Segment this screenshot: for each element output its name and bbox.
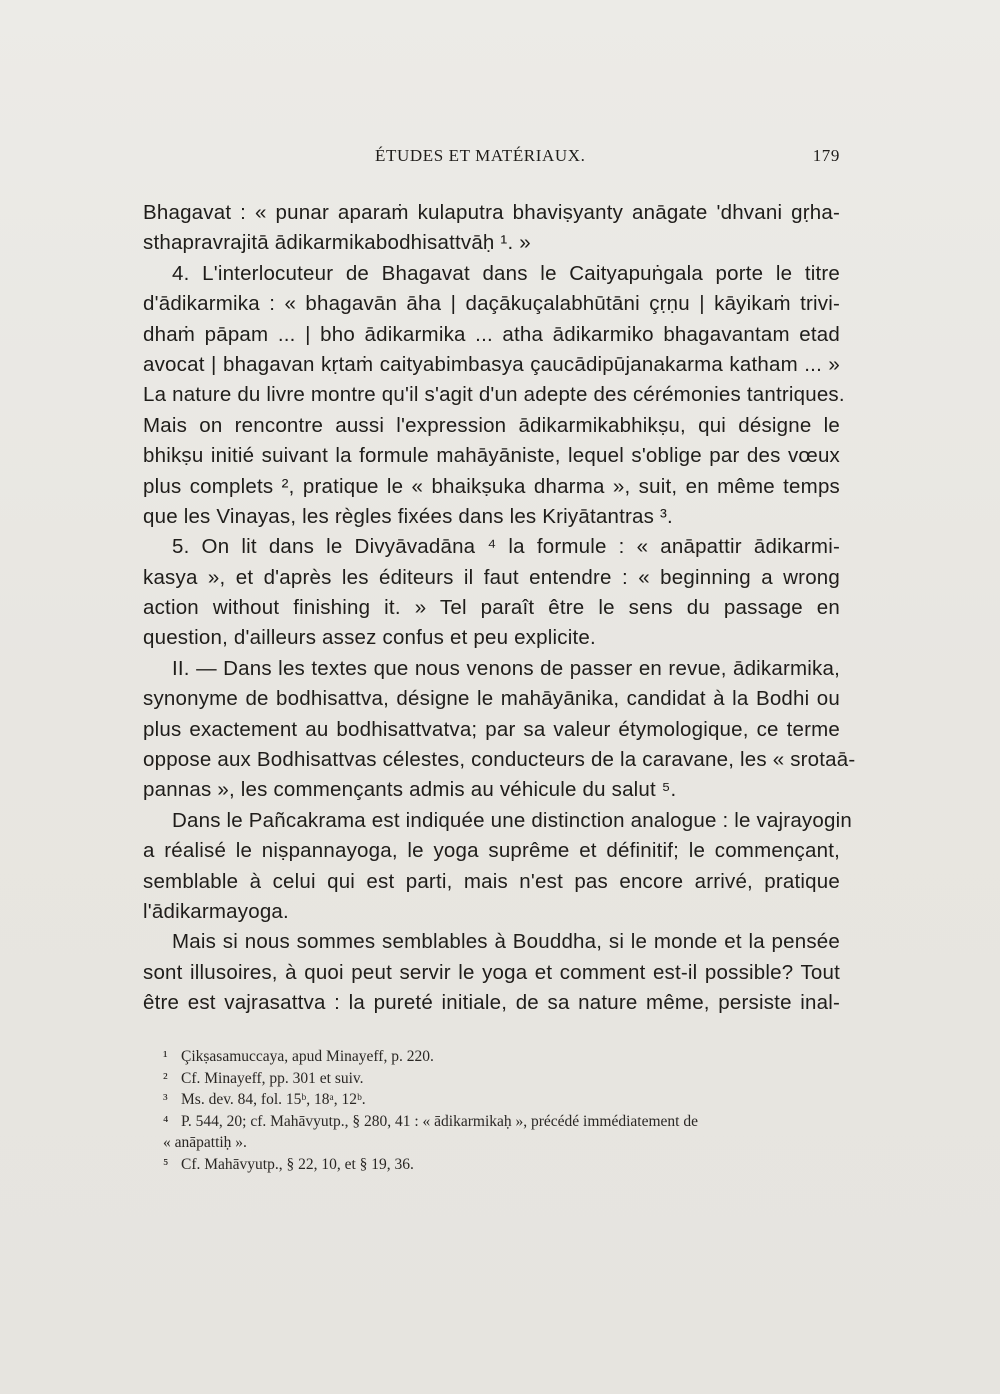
text-line: oppose aux Bodhisattvas célestes, conducteurs de la caravane, les « srotaā- [143, 748, 856, 772]
footnote-text: Ms. dev. 84, fol. 15ᵇ, 18ᵃ, 12ᵇ. [181, 1091, 366, 1108]
text-line: synonyme de bodhisattva, désigne le mahāyānika, candidat à la Bodhi ou [143, 687, 840, 711]
text-line: 4. L'interlocuteur de Bhagavat dans le Caityapuṅgala porte le titre [172, 261, 840, 285]
text-line: que les Vinayas, les règles fixées dans les Kriyātantras ³. [143, 504, 673, 528]
footnote [163, 1068, 843, 1090]
footnotes [163, 1046, 843, 1175]
footnote-marker: ¹ [163, 1048, 168, 1065]
footnote-text: P. 544, 20; cf. Mahāvyutp., § 280, 41 : « ādikarmikaḥ », précédé immédiatement de [181, 1112, 698, 1130]
text-line: l'ādikarmayoga. [143, 899, 289, 923]
page-number: 179 [812, 146, 840, 165]
text-line: dhaṁ pāpam ... | bho ādikarmika ... atha ādikarmiko bhagavantam etad [143, 322, 840, 346]
text-line: semblable à celui qui est parti, mais n'est pas encore arrivé, pratique [143, 869, 840, 893]
footnote-marker: ⁵ [163, 1155, 169, 1173]
text-line: sthapravrajitā ādikarmikabodhisattvāḥ ¹. » [143, 231, 531, 255]
text-line: kasya », et d'après les éditeurs il faut entendre : « beginning a wrong [143, 565, 840, 589]
text-line: avocat | bhagavan kṛtaṁ caityabimbasya çaucādipūjanakarma katham ... » [143, 352, 840, 376]
text-line: 5. On lit dans le Divyāvadāna ⁴ la formule : « anāpattir ādikarmi- [172, 535, 840, 559]
text-line: plus exactement au bodhisattvatva; par sa valeur étymologique, ce terme [143, 717, 840, 741]
text-line: Dans le Pañcakrama est indiquée une distinction analogue : le vajrayogin [172, 808, 852, 832]
footnote-text: Çikṣasamuccaya, apud Minayeff, p. 220. [181, 1048, 434, 1065]
text-line: action without finishing it. » Tel paraît être le sens du passage en [143, 596, 840, 620]
footnote-text: « anāpattiḥ ». [163, 1134, 247, 1151]
text-line: bhikṣu initié suivant la formule mahāyāniste, lequel s'oblige par des vœux [143, 444, 840, 468]
main-text [143, 198, 856, 1019]
text-line: d'ādikarmika : « bhagavān āha | daçākuçalabhūtāni çṛṇu | kāyikaṁ trivi- [143, 292, 840, 316]
footnote [163, 1111, 843, 1133]
text-line: II. — Dans les textes que nous venons de passer en revue, ādikarmika, [172, 656, 840, 680]
text-line: sont illusoires, à quoi peut servir le yoga et comment est-il possible? Tout [143, 960, 840, 984]
page-header [143, 146, 840, 172]
text-line: Mais si nous sommes semblables à Bouddha, si le monde et la pensée [172, 930, 840, 954]
text-line: plus complets ², pratique le « bhaikṣuka dharma », suit, en même temps [143, 474, 840, 498]
footnote-text: Cf. Minayeff, pp. 301 et suiv. [181, 1069, 364, 1087]
footnote [163, 1089, 843, 1111]
text-line: Mais on rencontre aussi l'expression ādikarmikabhikṣu, qui désigne le [143, 413, 840, 437]
footnote-marker: ² [163, 1069, 168, 1087]
footnote [163, 1154, 843, 1176]
running-title: ÉTUDES ET MATÉRIAUX. [375, 146, 586, 165]
text-line: Bhagavat : « punar aparaṁ kulaputra bhaviṣyanty anāgate 'dhvani gṛha- [143, 201, 840, 224]
text-line: La nature du livre montre qu'il s'agit d'un adepte des cérémonies tantriques. [143, 383, 845, 407]
footnote-marker: ³ [163, 1091, 168, 1108]
text-line: question, d'ailleurs assez confus et peu explicite. [143, 626, 596, 650]
footnote [163, 1046, 843, 1068]
text-line: être est vajrasattva : la pureté initiale, de sa nature même, persiste inal- [143, 991, 840, 1015]
footnote-text: Cf. Mahāvyutp., § 22, 10, et § 19, 36. [181, 1155, 414, 1173]
footnote-marker: ⁴ [163, 1112, 169, 1130]
text-line: a réalisé le niṣpannayoga, le yoga suprême et définitif; le commençant, [143, 839, 840, 863]
text-line: pannas », les commençants admis au véhicule du salut ⁵. [143, 778, 677, 802]
footnote-continuation [163, 1132, 843, 1154]
